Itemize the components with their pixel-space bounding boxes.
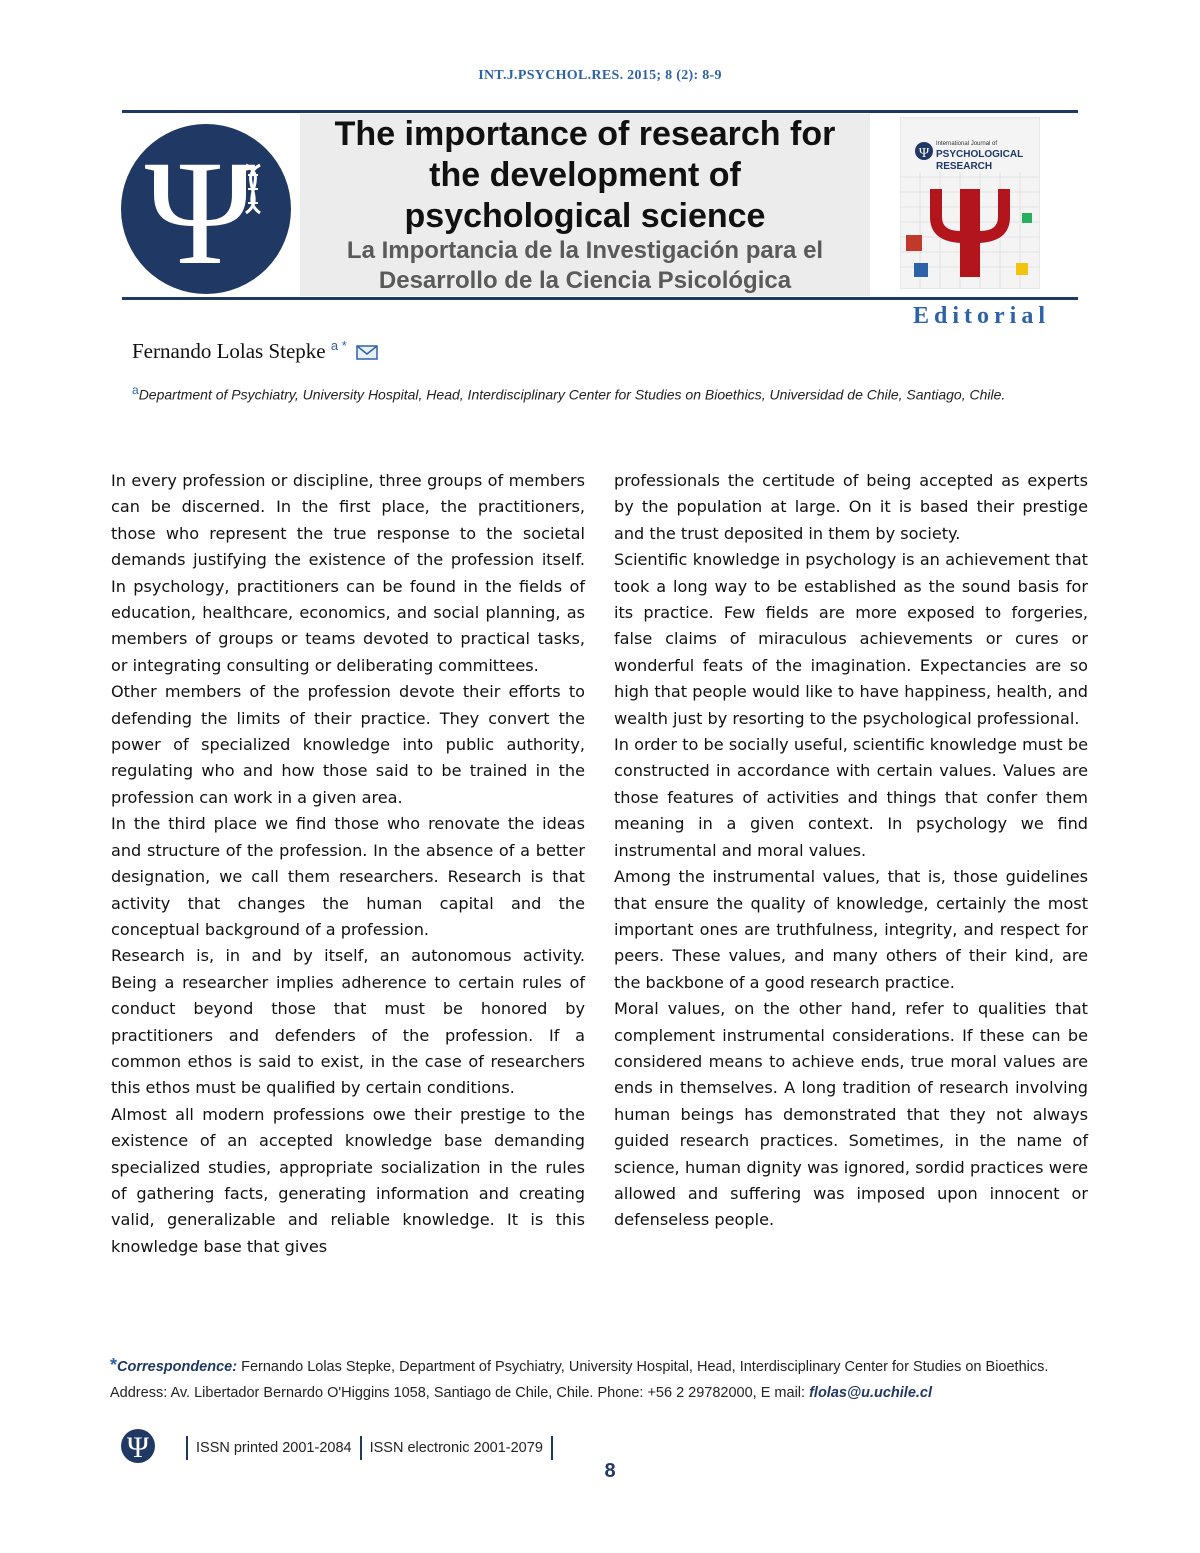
- body-paragraph: Among the instrumental values, that is, those guidelines that ensure the quality of knowledge, certainly the most important ones are truthfulness, integrity, and respect for peers. These values, and many others of their kind, are the backbone of a good research practice.: [614, 867, 1088, 992]
- body-paragraph: professionals the certitude of being accepted as experts by the population at large. On it is based their prestige and the trust deposited in them by society.: [614, 471, 1088, 543]
- body-paragraph: Research is, in and by itself, an autonomous activity. Being a researcher implies adherence to certain rules of conduct beyond those that must be honored by practitioners and defenders of the profession. If a common ethos is said to exist, in the case of researchers this ethos must be qualified by certain conditions.: [111, 946, 585, 1098]
- body-paragraph: Scientific knowledge in psychology is an achievement that took a long way to be established as the sound basis for its practice. Few fields are more exposed to forgeries, false claims of miraculous achievements or cures or wonderful feats of the imagination. Expectancies are so high that people would like to have happiness, health, and wealth just by resorting to the psychological professional.: [614, 550, 1088, 728]
- page-number: 8: [604, 1460, 616, 1482]
- article-subtitle: [300, 236, 870, 296]
- subtitle-line: Desarrollo de la Ciencia Psicológica: [378, 267, 792, 294]
- correspondence-text: Fernando Lolas Stepke, Department of Psychiatry, University Hospital, Head, Interdisciplinary Center for Studies on Bioethics. Address: Av. Libertador Bernardo O'Higgins 1058, Santiago de Chile, Chile. Phone: +56 2 29782000, E mail:: [110, 1359, 1049, 1401]
- body-column-right: [614, 468, 1088, 1234]
- correspondence-email-link[interactable]: flolas@u.uchile.cl: [809, 1385, 933, 1401]
- article-type-label: Editorial: [912, 303, 1050, 329]
- svg-text:Ψ: Ψ: [144, 130, 256, 295]
- journal-reference: INT.J.PSYCHOL.RES. 2015; 8 (2): 8-9: [478, 68, 722, 83]
- title-line: psychological science: [404, 197, 766, 235]
- divider: [360, 1436, 362, 1460]
- author-name: Fernando Lolas Stepke: [132, 339, 326, 363]
- correspondence-star: *: [110, 1355, 118, 1375]
- body-paragraph: In the third place we find those who renovate the ideas and structure of the profession. In the absence of a better designation, we call them researchers. Research is that activity that changes the human capital and the conceptual background of a profession.: [111, 814, 585, 939]
- author-marks: a *: [330, 338, 347, 353]
- body-column-left: [111, 468, 585, 1260]
- psi-small-icon: [120, 1428, 156, 1464]
- header-top-rule: [122, 110, 1078, 113]
- correspondence-note: [110, 1352, 1090, 1406]
- svg-text:Ψ: Ψ: [918, 146, 930, 161]
- article-title: [300, 114, 870, 237]
- header-bottom-rule: [122, 297, 1078, 300]
- footer-logo: [120, 1428, 156, 1468]
- subtitle-line: La Importancia de la Investigación para el: [346, 237, 824, 264]
- title-line: The importance of research for: [334, 115, 836, 153]
- body-paragraph: In every profession or discipline, three groups of members can be discerned. In the first place, the practitioners, those who represent the true response to the societal demands justifying the existence of the profession itself. In psychology, practitioners can be found in the fields of education, healthcare, economics, and social planning, as members of groups or teams devoted to practical tasks, or integrating consulting or deliberating committees.: [111, 471, 585, 675]
- psi-logo-icon: [120, 123, 292, 295]
- cover-line-2: PSYCHOLOGICAL: [936, 149, 1024, 160]
- body-paragraph: Other members of the profession devote their efforts to defending the limits of their practice. They convert the power of specialized knowledge into public authority, regulating who and how those said to be trained in the profession can work in a given area.: [111, 682, 585, 807]
- mail-icon[interactable]: [356, 341, 378, 366]
- title-line: the development of: [429, 156, 741, 194]
- affiliation: [132, 378, 1032, 407]
- author-line: [132, 338, 378, 366]
- issn-info: [178, 1436, 561, 1460]
- journal-logo: [120, 123, 292, 299]
- issn-printed: ISSN printed 2001-2084: [196, 1439, 352, 1456]
- divider: [186, 1436, 188, 1460]
- cover-line-3: RESEARCH: [936, 161, 993, 172]
- issn-electronic: ISSN electronic 2001-2079: [369, 1439, 543, 1456]
- divider: [551, 1436, 553, 1460]
- body-paragraph: Almost all modern professions owe their prestige to the existence of an accepted knowledge base demanding specialized studies, appropriate socialization in the rules of gathering facts, generating information and creating valid, generalizable and reliable knowledge. It is this knowledge base that gives: [111, 1104, 585, 1256]
- journal-cover-image: [900, 117, 1040, 289]
- affiliation-mark: a: [132, 383, 139, 397]
- correspondence-label: Correspondence:: [117, 1359, 238, 1375]
- body-paragraph: In order to be socially useful, scientific knowledge must be constructed in accordance with certain values. Values are those features of activities and things that confer them meaning in a given context. In psychology we find instrumental and moral values.: [614, 735, 1088, 860]
- affiliation-text: Department of Psychiatry, University Hospital, Head, Interdisciplinary Center for Studies on Bioethics, Universidad de Chile, Santiago, Chile.: [138, 386, 1006, 403]
- cover-line-1: International Journal of: [936, 141, 998, 147]
- svg-text:Ψ: Ψ: [126, 1431, 150, 1464]
- body-paragraph: Moral values, on the other hand, refer to qualities that complement instrumental considerations. If these can be considered means to achieve ends, true moral values are ends in themselves. A long tradition of research involving human beings has demonstrated that they not always guided research practices. Sometimes, in the name of science, human dignity was ignored, sordid practices were allowed and suffering was imposed upon innocent or defenseless people.: [614, 999, 1088, 1230]
